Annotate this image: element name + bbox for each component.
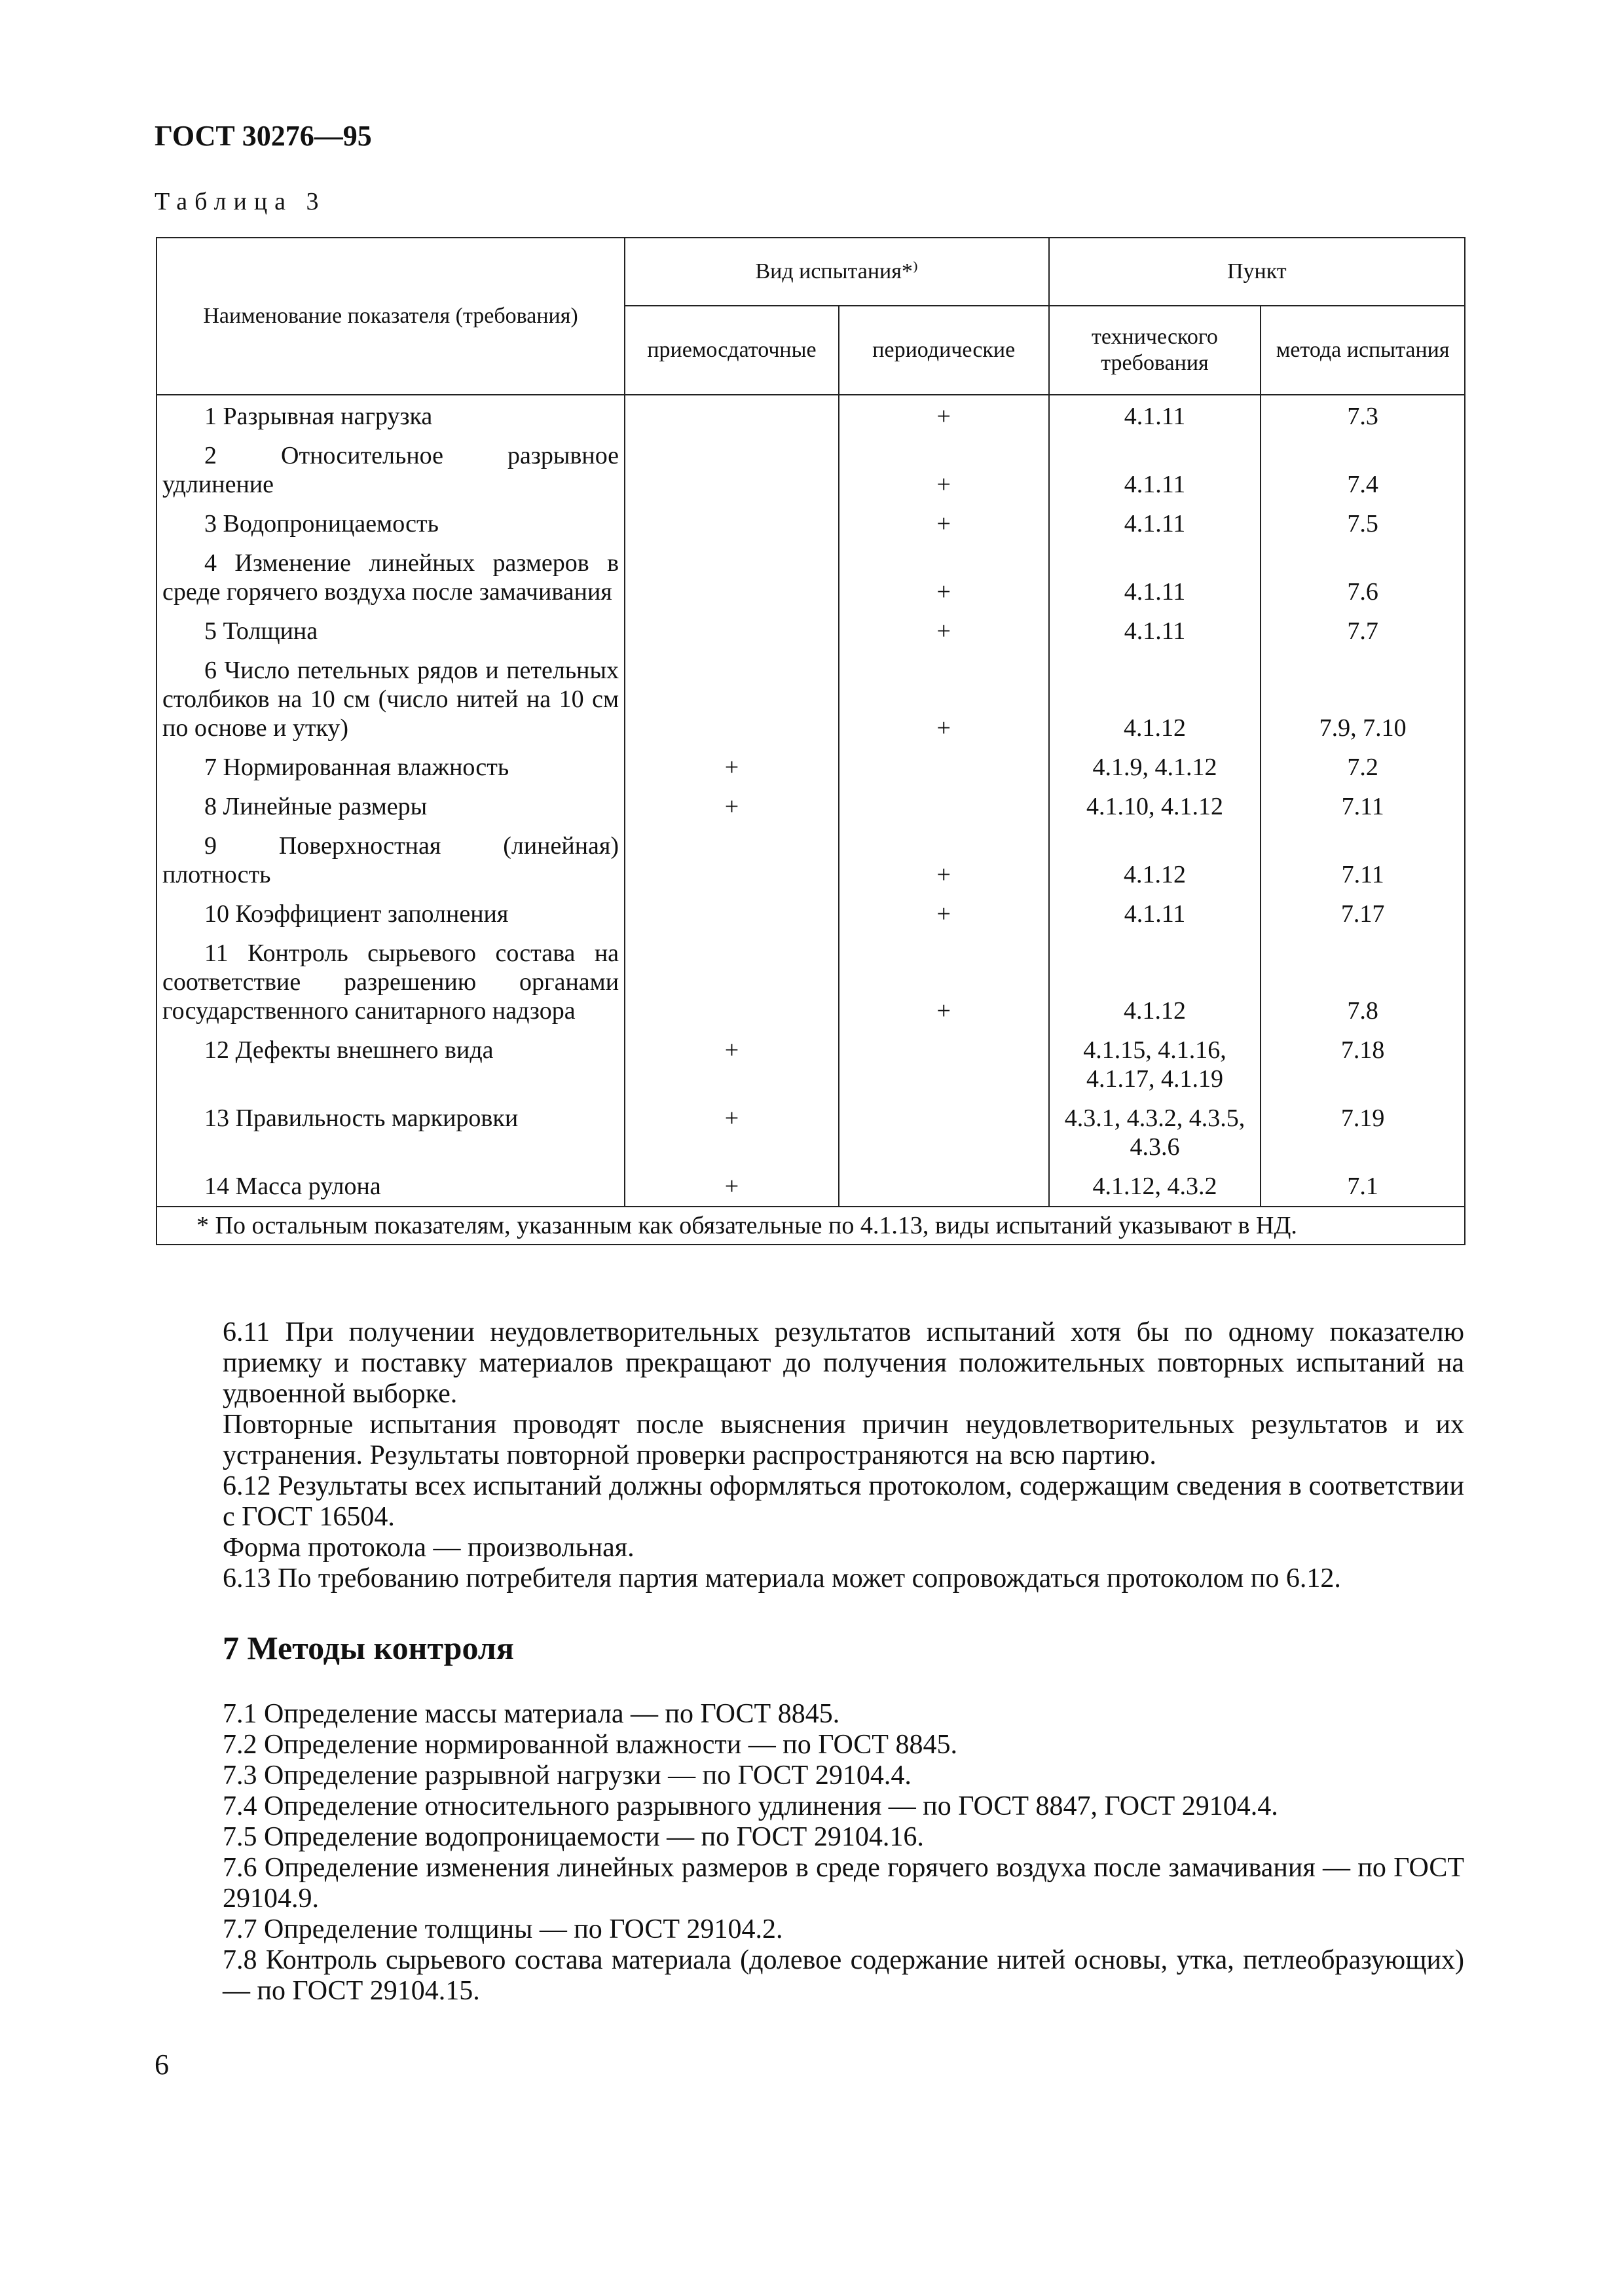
- row-periodic: +: [839, 436, 1049, 504]
- table-row: [157, 611, 1465, 651]
- table-row: [157, 395, 1465, 436]
- table-row: [157, 934, 1465, 1030]
- row-acceptance: +: [625, 1030, 839, 1099]
- row-periodic: +: [839, 934, 1049, 1030]
- row-acceptance: [625, 436, 839, 504]
- paragraph-6-13: 6.13 По требованию потребителя партия материала может сопровождаться протоколом по 6.12.: [223, 1563, 1341, 1594]
- row-tech-req: 4.1.9, 4.1.12: [1049, 748, 1261, 787]
- page-number: 6: [155, 2049, 169, 2081]
- row-name: 14 Масса рулона: [157, 1167, 625, 1207]
- row-test-method: 7.8: [1261, 934, 1465, 1030]
- table-row: [157, 543, 1465, 611]
- paragraph-6-12: 6.12 Результаты всех испытаний должны оформляться протоколом, содержащим сведения в соответствии с ГОСТ 16504.: [223, 1471, 1464, 1532]
- row-name: 4 Изменение линейных размеров в среде горячего воздуха после замачивания: [157, 543, 625, 611]
- method-item: 7.4 Определение относительного разрывного удлинения — по ГОСТ 8847, ГОСТ 29104.4.: [223, 1791, 1278, 1821]
- row-test-method: 7.1: [1261, 1167, 1465, 1207]
- table-row: [157, 1099, 1465, 1167]
- row-tech-req: 4.1.12: [1049, 651, 1261, 748]
- row-tech-req: 4.1.12: [1049, 826, 1261, 894]
- row-test-method: 7.6: [1261, 543, 1465, 611]
- row-name: 7 Нормированная влажность: [157, 748, 625, 787]
- row-periodic: +: [839, 894, 1049, 934]
- row-test-method: 7.17: [1261, 894, 1465, 934]
- row-name: 13 Правильность маркировки: [157, 1099, 625, 1167]
- row-test-method: 7.18: [1261, 1030, 1465, 1099]
- row-tech-req: 4.1.15, 4.1.16, 4.1.17, 4.1.19: [1049, 1030, 1261, 1099]
- paragraph-6-11-repeat: Повторные испытания проводят после выяснения причин неудовлетворительных результатов и их устранения. Результаты повторной проверки распространяются на всю партию.: [223, 1410, 1464, 1470]
- row-periodic: [839, 1167, 1049, 1207]
- paragraph-6-11: 6.11 При получении неудовлетворительных результатов испытаний хотя бы по одному показателю приемку и поставку материалов прекращают до получения положительных повторных испытаний на удвоенной выборке.: [223, 1317, 1464, 1409]
- table-row: [157, 436, 1465, 504]
- row-test-method: 7.3: [1261, 395, 1465, 436]
- row-periodic: [839, 1099, 1049, 1167]
- row-test-method: 7.11: [1261, 787, 1465, 826]
- row-acceptance: [625, 934, 839, 1030]
- row-test-method: 7.19: [1261, 1099, 1465, 1167]
- row-tech-req: 4.1.12, 4.3.2: [1049, 1167, 1261, 1207]
- method-item: 7.2 Определение нормированной влажности — по ГОСТ 8845.: [223, 1730, 957, 1760]
- col-header-test-method: метода испытания: [1261, 306, 1465, 395]
- col-header-acceptance: приемосдаточные: [625, 306, 839, 395]
- row-periodic: +: [839, 395, 1049, 436]
- col-header-periodic: периодические: [839, 306, 1049, 395]
- row-test-method: 7.11: [1261, 826, 1465, 894]
- row-periodic: +: [839, 826, 1049, 894]
- row-acceptance: [625, 611, 839, 651]
- table-row: [157, 826, 1465, 894]
- row-name: 11 Контроль сырьевого состава на соответствие разрешению органами государственного санитарного надзора: [157, 934, 625, 1030]
- col-header-name: Наименование показателя (требования): [157, 238, 625, 395]
- table-caption: Таблица 3: [155, 188, 326, 215]
- table-row: [157, 651, 1465, 748]
- table-footnote: * По остальным показателям, указанным как обязательные по 4.1.13, виды испытаний указывают в НД.: [157, 1207, 1465, 1245]
- method-item: 7.8 Контроль сырьевого состава материала (долевое содержание нитей основы, утка, петлеобразующих) — по ГОСТ 29104.15.: [223, 1945, 1464, 2006]
- method-item: 7.5 Определение водопроницаемости — по ГОСТ 29104.16.: [223, 1822, 924, 1852]
- row-periodic: +: [839, 611, 1049, 651]
- row-acceptance: [625, 894, 839, 934]
- row-name: 2 Относительное разрывное удлинение: [157, 436, 625, 504]
- method-item: 7.1 Определение массы материала — по ГОСТ 8845.: [223, 1699, 840, 1729]
- row-test-method: 7.7: [1261, 611, 1465, 651]
- row-acceptance: +: [625, 787, 839, 826]
- document-header: ГОСТ 30276—95: [155, 120, 372, 152]
- row-acceptance: +: [625, 1167, 839, 1207]
- col-header-clause: Пункт: [1049, 238, 1465, 306]
- row-tech-req: 4.1.11: [1049, 436, 1261, 504]
- row-acceptance: [625, 651, 839, 748]
- row-tech-req: 4.1.11: [1049, 611, 1261, 651]
- row-name: 8 Линейные размеры: [157, 787, 625, 826]
- method-item: 7.6 Определение изменения линейных размеров в среде горячего воздуха после замачивания — по ГОСТ 29104.9.: [223, 1853, 1464, 1914]
- row-tech-req: 4.1.11: [1049, 395, 1261, 436]
- row-name: 1 Разрывная нагрузка: [157, 395, 625, 436]
- row-acceptance: [625, 504, 839, 543]
- section-title: 7 Методы контроля: [223, 1630, 514, 1666]
- table-row: [157, 748, 1465, 787]
- row-name: 5 Толщина: [157, 611, 625, 651]
- table-row: [157, 1167, 1465, 1207]
- table-row: [157, 894, 1465, 934]
- row-acceptance: [625, 395, 839, 436]
- paragraph-6-12-form: Форма протокола — произвольная.: [223, 1533, 635, 1563]
- row-periodic: [839, 787, 1049, 826]
- row-name: 10 Коэффициент заполнения: [157, 894, 625, 934]
- table-row: [157, 1030, 1465, 1099]
- row-tech-req: 4.1.11: [1049, 504, 1261, 543]
- col-header-test-type: Вид испытания*⁾: [625, 238, 1049, 306]
- row-tech-req: 4.1.12: [1049, 934, 1261, 1030]
- row-periodic: [839, 748, 1049, 787]
- row-test-method: 7.9, 7.10: [1261, 651, 1465, 748]
- row-name: 12 Дефекты внешнего вида: [157, 1030, 625, 1099]
- row-name: 6 Число петельных рядов и петельных столбиков на 10 см (число нитей на 10 см по основе и утку): [157, 651, 625, 748]
- row-periodic: +: [839, 504, 1049, 543]
- row-acceptance: [625, 543, 839, 611]
- row-test-method: 7.2: [1261, 748, 1465, 787]
- row-tech-req: 4.1.11: [1049, 543, 1261, 611]
- table-row: [157, 504, 1465, 543]
- row-name: 9 Поверхностная (линейная) плотность: [157, 826, 625, 894]
- row-test-method: 7.4: [1261, 436, 1465, 504]
- row-periodic: +: [839, 651, 1049, 748]
- method-item: 7.7 Определение толщины — по ГОСТ 29104.2.: [223, 1914, 783, 1944]
- row-acceptance: +: [625, 1099, 839, 1167]
- row-tech-req: 4.1.11: [1049, 894, 1261, 934]
- row-tech-req: 4.1.10, 4.1.12: [1049, 787, 1261, 826]
- method-item: 7.3 Определение разрывной нагрузки — по ГОСТ 29104.4.: [223, 1760, 912, 1791]
- table-row: [157, 787, 1465, 826]
- row-tech-req: 4.3.1, 4.3.2, 4.3.5, 4.3.6: [1049, 1099, 1261, 1167]
- row-periodic: +: [839, 543, 1049, 611]
- row-name: 3 Водопроницаемость: [157, 504, 625, 543]
- row-periodic: [839, 1030, 1049, 1099]
- row-test-method: 7.5: [1261, 504, 1465, 543]
- col-header-tech-req: технического требования: [1049, 306, 1261, 395]
- test-types-table: [156, 237, 1465, 1245]
- row-acceptance: [625, 826, 839, 894]
- section-7-items: [155, 1699, 1464, 2007]
- row-acceptance: +: [625, 748, 839, 787]
